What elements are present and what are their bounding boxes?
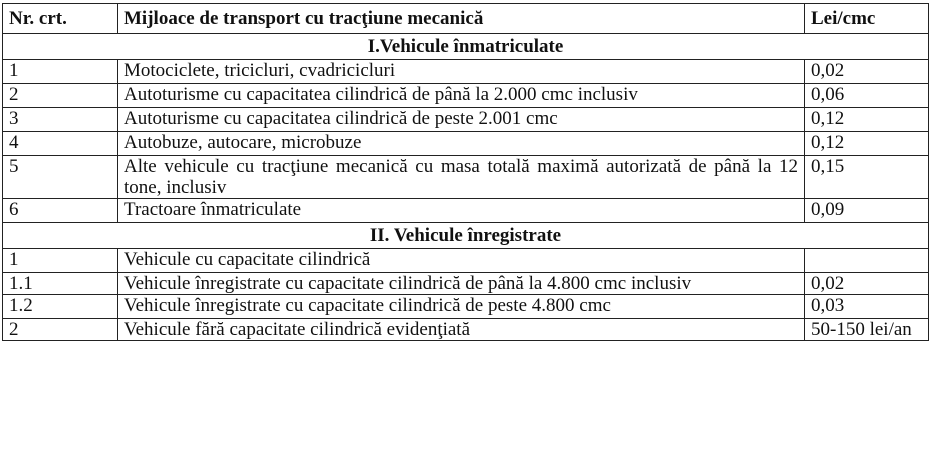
tax-table [2,3,929,341]
row-value: 0,02 [805,60,929,84]
row-nr: 3 [3,108,118,132]
row-description: Autoturisme cu capacitatea cilindrică de până la 2.000 cmc inclusiv [118,84,805,108]
section-row [3,34,929,60]
table-row [3,108,929,132]
row-value: 0,12 [805,108,929,132]
header-description: Mijloace de transport cu tracţiune mecanică [118,4,805,34]
row-nr: 4 [3,132,118,156]
row-description: Vehicule cu capacitate cilindrică [118,249,805,273]
row-description: Alte vehicule cu tracţiune mecanică cu masa totală maximă autorizată de până la 12 tone, inclusiv [118,156,805,199]
row-value [805,249,929,273]
table-row [3,249,929,273]
row-description: Vehicule înregistrate cu capacitate cilindrică de până la 4.800 cmc inclusiv [118,273,805,295]
row-value: 0,12 [805,132,929,156]
row-nr: 1 [3,60,118,84]
header-row [3,4,929,34]
row-value: 50-150 lei/an [805,319,929,341]
table-row [3,60,929,84]
row-value: 0,02 [805,273,929,295]
section-title: II. Vehicule înregistrate [3,223,929,249]
table-row [3,319,929,341]
row-value: 0,06 [805,84,929,108]
row-description: Vehicule fără capacitate cilindrică evidenţiată [118,319,805,341]
table-row [3,84,929,108]
table-row [3,156,929,199]
row-nr: 1 [3,249,118,273]
header-rate: Lei/cmc [805,4,929,34]
table-row [3,199,929,223]
row-description: Motociclete, tricicluri, cvadricicluri [118,60,805,84]
table-row [3,295,929,319]
section-row [3,223,929,249]
row-nr: 5 [3,156,118,199]
row-description: Autobuze, autocare, microbuze [118,132,805,156]
header-nr: Nr. crt. [3,4,118,34]
row-nr: 1.1 [3,273,118,295]
row-value: 0,09 [805,199,929,223]
section-title: I.Vehicule înmatriculate [3,34,929,60]
table-row [3,273,929,295]
table-row [3,132,929,156]
row-value: 0,03 [805,295,929,319]
row-description: Vehicule înregistrate cu capacitate cilindrică de peste 4.800 cmc [118,295,805,319]
row-nr: 2 [3,84,118,108]
row-description: Tractoare înmatriculate [118,199,805,223]
row-description: Autoturisme cu capacitatea cilindrică de peste 2.001 cmc [118,108,805,132]
row-nr: 2 [3,319,118,341]
row-value: 0,15 [805,156,929,199]
row-nr: 1.2 [3,295,118,319]
row-nr: 6 [3,199,118,223]
